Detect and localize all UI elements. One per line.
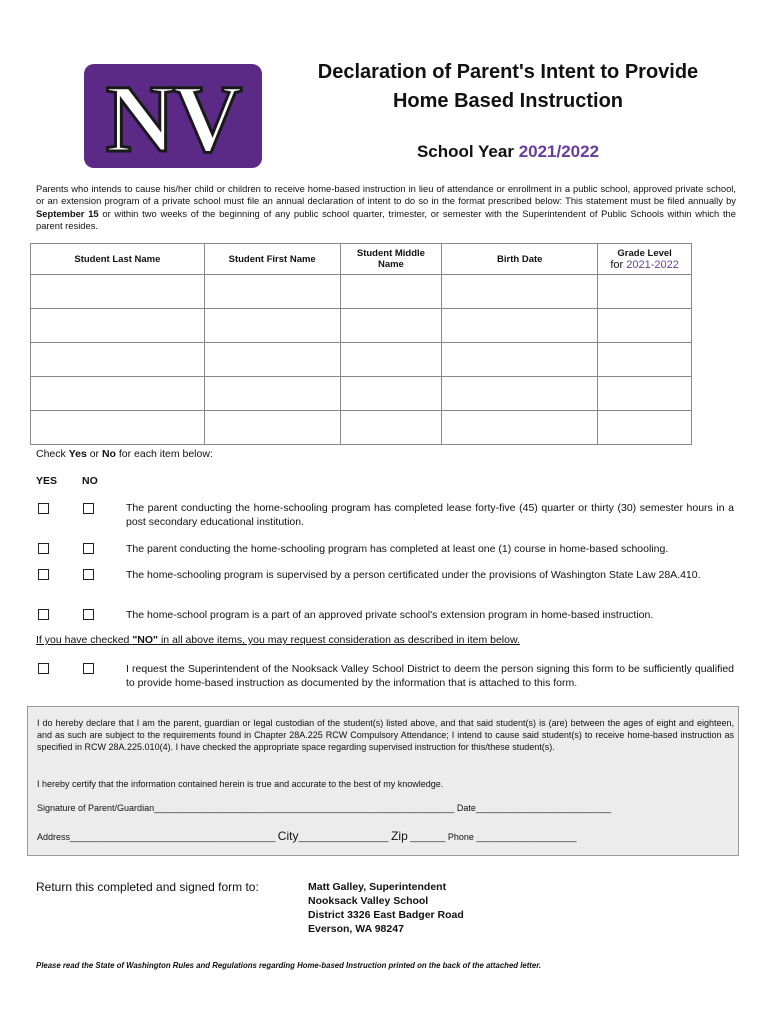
item-2-text: The parent conducting the home-schooling program has completed at least one (1) course in home-based schooling.	[126, 543, 669, 555]
address-line-1: Matt Galley, Superintendent	[308, 881, 447, 893]
col-grade-level	[598, 244, 692, 275]
item-2-no-checkbox[interactable]	[83, 543, 94, 554]
city-label: City	[277, 829, 299, 843]
address-line-2: Nooksack Valley School	[308, 895, 429, 907]
address-label: Address	[37, 832, 71, 842]
col-grade-for: for	[610, 258, 624, 271]
phone-label: Phone	[447, 832, 474, 842]
col-first-name-label: Student First Name	[228, 253, 316, 265]
cell-last-name[interactable]	[31, 343, 205, 377]
cell-last-name[interactable]	[31, 275, 205, 309]
date-label: Date	[456, 803, 476, 813]
signature-label: Signature of Parent/Guardian	[37, 803, 155, 813]
certify-text: I hereby certify that the information contained herein is true and accurate to the best of my knowledge.	[37, 779, 444, 789]
cell-birth-date[interactable]	[442, 309, 598, 343]
cell-first-name[interactable]	[204, 411, 340, 445]
logo-text: NV	[105, 65, 241, 172]
check-no-word: No	[101, 448, 116, 460]
school-year	[282, 142, 734, 162]
col-grade-year-line	[600, 259, 689, 271]
cell-grade-level[interactable]	[598, 377, 692, 411]
title-line-1: Declaration of Parent's Intent to Provide	[317, 61, 699, 83]
footer-note: Please read the State of Washington Rules and Regulations regarding Home-based Instruction printed on the back of the attached letter.	[36, 961, 542, 970]
request-yes-checkbox[interactable]	[38, 663, 49, 674]
cell-grade-level[interactable]	[598, 411, 692, 445]
zip-label: Zip	[391, 829, 408, 843]
note-no: "NO"	[132, 634, 159, 646]
col-first-name	[204, 244, 340, 275]
col-grade-year: 2021-2022	[626, 258, 679, 271]
cell-birth-date[interactable]	[442, 343, 598, 377]
cell-first-name[interactable]	[204, 275, 340, 309]
cell-last-name[interactable]	[31, 309, 205, 343]
item-1-yes-checkbox[interactable]	[38, 503, 49, 514]
phone-field[interactable]: ____________________	[476, 832, 577, 842]
student-table-header	[31, 244, 692, 275]
school-logo	[84, 64, 262, 172]
student-table	[30, 243, 692, 445]
table-row	[31, 343, 692, 377]
no-column-label: NO	[82, 475, 98, 487]
table-row	[31, 275, 692, 309]
signature-field[interactable]: ____________________________________________________________	[154, 803, 455, 813]
cell-grade-level[interactable]	[598, 275, 692, 309]
signature-row	[37, 803, 611, 813]
table-row	[31, 377, 692, 411]
cell-first-name[interactable]	[204, 343, 340, 377]
return-address	[308, 880, 464, 936]
certification-box	[27, 706, 739, 856]
item-3-no-checkbox[interactable]	[83, 569, 94, 580]
address-line-3: District 3326 East Badger Road	[308, 909, 464, 921]
table-row	[31, 411, 692, 445]
item-2-yes-checkbox[interactable]	[38, 543, 49, 554]
item-3-text: The home-schooling program is supervised by a person certificated under the provisions of Washington State Law 28A.410.	[126, 569, 701, 581]
intro-paragraph	[36, 183, 736, 233]
note-prefix: If you have checked	[36, 634, 133, 646]
city-field[interactable]: __________________	[298, 832, 389, 842]
school-year-value: 2021/2022	[518, 142, 600, 161]
cell-grade-level[interactable]	[598, 343, 692, 377]
note-suffix: in all above items, you may request consideration as described in item below.	[158, 634, 520, 646]
page-title	[282, 58, 734, 116]
check-prefix: Check	[36, 448, 69, 460]
cell-last-name[interactable]	[31, 377, 205, 411]
address-field[interactable]: _________________________________________	[70, 832, 276, 842]
col-last-name	[31, 244, 205, 275]
item-1-text: The parent conducting the home-schooling program has completed lease forty-five (45) quarter or thirty (30) semester hours in a post secondary educational institution.	[126, 502, 734, 528]
item-4-yes-checkbox[interactable]	[38, 609, 49, 620]
col-middle-label-1: Student Middle	[356, 248, 425, 259]
address-row	[37, 829, 576, 843]
cell-middle-name[interactable]	[340, 411, 442, 445]
item-1-no-checkbox[interactable]	[83, 503, 94, 514]
check-or: or	[86, 448, 102, 460]
date-field[interactable]: ___________________________	[475, 803, 612, 813]
item-4-text: The home-school program is a part of an approved private school's extension program in home-based instruction.	[126, 609, 654, 621]
request-item-text: I request the Superintendent of the Nooksack Valley School District to deem the person signing this form to be sufficiently qualified to provide home-based instruction as documented by the information that is attached to this form.	[126, 663, 734, 689]
cell-middle-name[interactable]	[340, 275, 442, 309]
declaration-text: I do hereby declare that I am the parent, guardian or legal custodian of the student(s) listed above, and that said student(s) is (are) between the ages of eight and eighteen, and as such are subject to the requirements found in Chapter 28A.225 RCW Compulsory Attendance; I intend to cause said student(s) to receive home-based instruction as specified in RCW 28A.225.010(4). I have checked the appropriate space regarding supervised instruction for this/these student(s).	[37, 718, 734, 752]
cell-middle-name[interactable]	[340, 343, 442, 377]
cell-middle-name[interactable]	[340, 377, 442, 411]
return-instructions: Return this completed and signed form to:	[36, 880, 259, 894]
intro-deadline: September 15	[36, 207, 99, 219]
col-last-name-label: Student Last Name	[74, 253, 161, 265]
cell-first-name[interactable]	[204, 309, 340, 343]
address-line-4: Everson, WA 98247	[308, 923, 404, 935]
intro-part-1: Parents who intends to cause his/her child or children to receive home-based instruction in lieu of attendance or enrollment in a public school, approved private school, or an extension program of a private school must file an annual declaration of intent to do so in the format prescribed below: This statement must be filed annually by	[36, 183, 736, 207]
request-no-checkbox[interactable]	[83, 663, 94, 674]
cell-birth-date[interactable]	[442, 275, 598, 309]
cell-middle-name[interactable]	[340, 309, 442, 343]
cell-grade-level[interactable]	[598, 309, 692, 343]
check-yes-word: Yes	[68, 448, 87, 460]
intro-part-2: or within two weeks of the beginning of any public school quarter, trimester, or semester with the Superintendent of Public Schools within which the parent resides.	[36, 207, 736, 232]
cell-first-name[interactable]	[204, 377, 340, 411]
col-birth-date-label: Birth Date	[497, 253, 543, 265]
cell-last-name[interactable]	[31, 411, 205, 445]
col-birth-date	[442, 244, 598, 275]
yes-column-label: YES	[36, 475, 58, 487]
zip-field[interactable]: _______	[410, 832, 446, 842]
no-items-note	[36, 634, 520, 646]
school-year-label: School Year	[416, 142, 514, 161]
check-instructions	[36, 448, 213, 460]
cell-birth-date[interactable]	[442, 411, 598, 445]
col-middle-name	[340, 244, 442, 275]
item-4-no-checkbox[interactable]	[83, 609, 94, 620]
cell-birth-date[interactable]	[442, 377, 598, 411]
col-middle-label-2: Name	[377, 259, 404, 270]
item-3-yes-checkbox[interactable]	[38, 569, 49, 580]
check-suffix: for each item below:	[115, 448, 213, 460]
col-grade-label: Grade Level	[617, 247, 672, 259]
table-row	[31, 309, 692, 343]
title-line-2: Home Based Instruction	[392, 90, 624, 112]
